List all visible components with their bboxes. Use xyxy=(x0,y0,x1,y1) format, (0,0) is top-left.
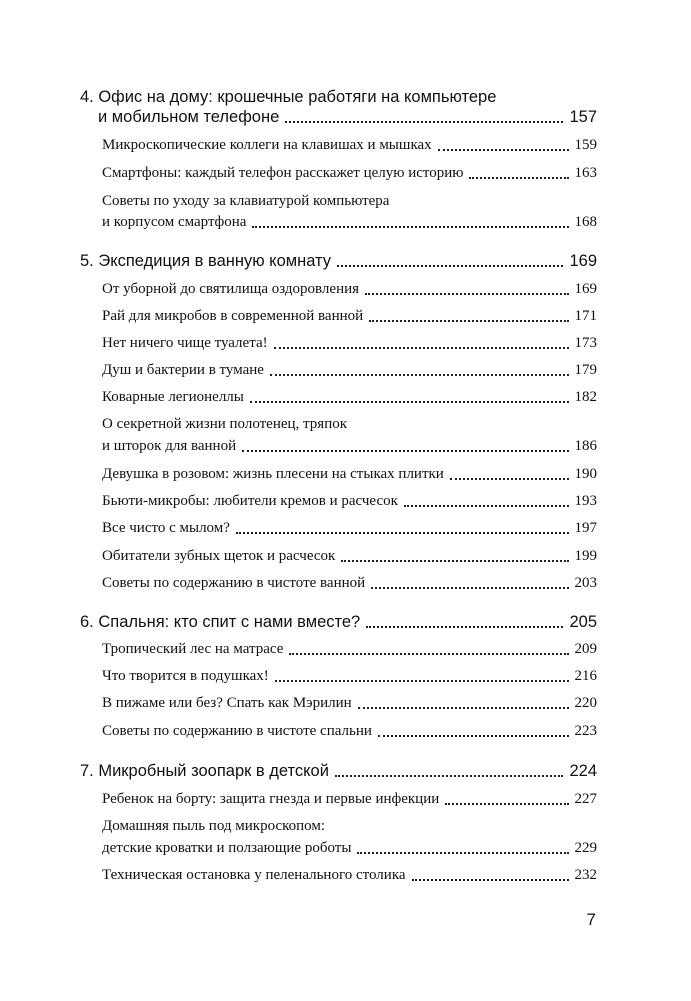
chapter-5-entry-4: Душ и бактерии в тумане 179 xyxy=(102,362,597,378)
chapter-5-entry-5: Коварные легионеллы 182 xyxy=(102,389,597,405)
chapter-5-entry-3: Нет ничего чище туалета! 173 xyxy=(102,335,597,351)
chapter-5-title: 5. Экспедиция в ванную комнату 169 xyxy=(80,252,597,270)
chapter-4-entry-3: Советы по уходу за клавиатурой компьютера и корпусом смартфона 168 xyxy=(102,193,597,230)
chapter-4-title: 4. Офис на дому: крошечные работяги на компьютере и мобильном телефоне 157 xyxy=(80,88,597,126)
page-number: 157 xyxy=(569,108,597,126)
chapter-5-entry-8: Бьюти-микробы: любители кремов и расчесок 193 xyxy=(102,493,597,509)
chapter-6-title: 6. Спальня: кто спит с нами вместе? 205 xyxy=(80,613,597,631)
chapter-5-entry-1: От уборной до святилища оздоровления 169 xyxy=(102,281,597,297)
page-folio: 7 xyxy=(586,910,596,929)
leader-dots xyxy=(285,120,563,123)
chapter-4-entry-2: Смартфоны: каждый телефон расскажет целую историю 163 xyxy=(102,165,597,181)
chapter-6-entry-2: Что творится в подушках! 216 xyxy=(102,668,597,684)
chapter-6-entry-3: В пижаме или без? Спать как Мэрилин 220 xyxy=(102,695,597,711)
chapter-5-entry-11: Советы по содержанию в чистоте ванной 203 xyxy=(102,575,597,591)
chapter-5-entry-6: О секретной жизни полотенец, тряпок и шторок для ванной 186 xyxy=(102,416,597,454)
chapter-6-entry-4: Советы по содержанию в чистоте спальни 223 xyxy=(102,723,597,739)
chapter-7-entry-2: Домашняя пыль под микроскопом: детские кроватки и ползающие роботы 229 xyxy=(102,818,597,856)
chapter-7-entry-3: Техническая остановка у пеленального столика 232 xyxy=(102,867,597,883)
chapter-7-title: 7. Микробный зоопарк в детской 224 xyxy=(80,762,597,780)
chapter-4-entry-1: Микроскопические коллеги на клавишах и мышках 159 xyxy=(102,137,597,153)
chapter-6-entry-1: Тропический лес на матрасе 209 xyxy=(102,641,597,657)
chapter-5-entry-2: Рай для микробов в современной ванной 171 xyxy=(102,308,597,324)
chapter-7-entry-1: Ребенок на борту: защита гнезда и первые инфекции 227 xyxy=(102,791,597,807)
chapter-5-entry-10: Обитатели зубных щеток и расчесок 199 xyxy=(102,548,597,564)
chapter-5-entry-9: Все чисто с мылом? 197 xyxy=(102,520,597,536)
chapter-5-entry-7: Девушка в розовом: жизнь плесени на стыках плитки 190 xyxy=(102,466,597,482)
